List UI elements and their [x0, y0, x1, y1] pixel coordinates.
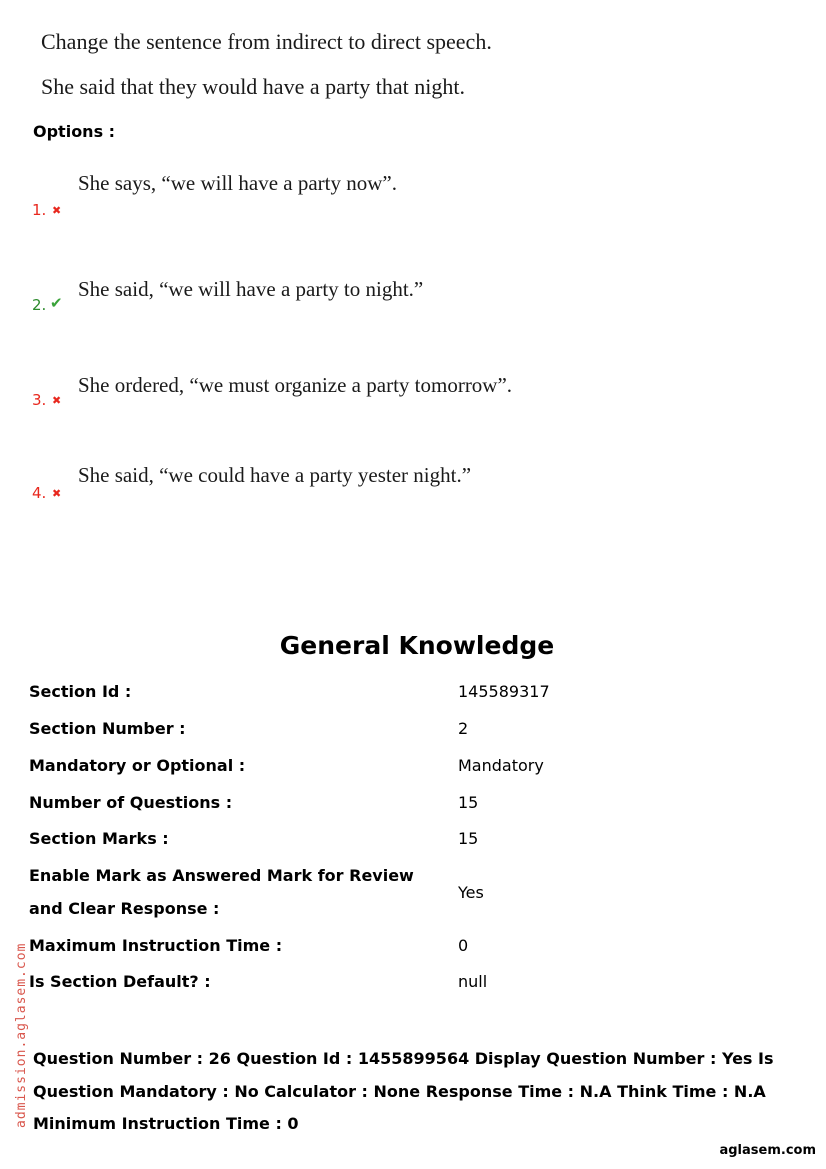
section-title: General Knowledge: [279, 631, 555, 660]
watermark: admission.aglasem.com: [14, 942, 29, 1128]
info-label-num-questions: Number of Questions :: [29, 793, 233, 812]
option-2-number: 2.: [32, 296, 47, 314]
info-value-num-questions: 15: [458, 793, 479, 812]
option-3-text: She ordered, “we must organize a party tomorrow”.: [78, 373, 513, 397]
option-3-number: 3.: [32, 391, 47, 409]
option-4-number: 4.: [32, 484, 47, 502]
option-1-number: 1.: [32, 201, 47, 219]
info-label-mandatory: Mandatory or Optional :: [29, 756, 246, 775]
question-line-1: Change the sentence from indirect to direct speech.: [41, 29, 492, 54]
check-icon: ✔: [50, 294, 63, 312]
info-value-section-number: 2: [458, 719, 469, 738]
info-label-max-instruction-time: Maximum Instruction Time :: [29, 936, 283, 955]
info-label-section-number: Section Number :: [29, 719, 186, 738]
info-label-enable-mark: Enable Mark as Answered Mark for Review and Clear Response :: [29, 866, 414, 918]
option-4-text: She said, “we could have a party yester night.”: [78, 463, 472, 487]
cross-icon: ✖: [52, 394, 62, 407]
info-label-section-default: Is Section Default? :: [29, 972, 211, 991]
cross-icon: ✖: [52, 487, 62, 500]
info-value-section-default: null: [458, 972, 488, 991]
info-label-section-id: Section Id :: [29, 682, 132, 701]
info-value-max-instruction-time: 0: [458, 936, 469, 955]
info-value-enable-mark: Yes: [458, 883, 484, 902]
cross-icon: ✖: [52, 204, 62, 217]
option-1-text: She says, “we will have a party now”.: [78, 171, 397, 195]
footer-brand: aglasem.com: [719, 1143, 816, 1158]
options-heading: Options :: [33, 122, 116, 141]
info-value-section-id: 145589317: [458, 682, 550, 701]
question-meta: Question Number : 26 Question Id : 1455899564 Display Question Number : Yes Is Question Mandatory : No Calculator : None Response Time : N.A Think Time : N.A Minimum Instruction Time : 0: [33, 1049, 774, 1133]
info-value-mandatory: Mandatory: [458, 756, 544, 775]
question-line-2: She said that they would have a party that night.: [41, 74, 466, 99]
option-2-text: She said, “we will have a party to night.”: [78, 277, 424, 301]
info-value-section-marks: 15: [458, 829, 479, 848]
info-label-section-marks: Section Marks :: [29, 829, 169, 848]
